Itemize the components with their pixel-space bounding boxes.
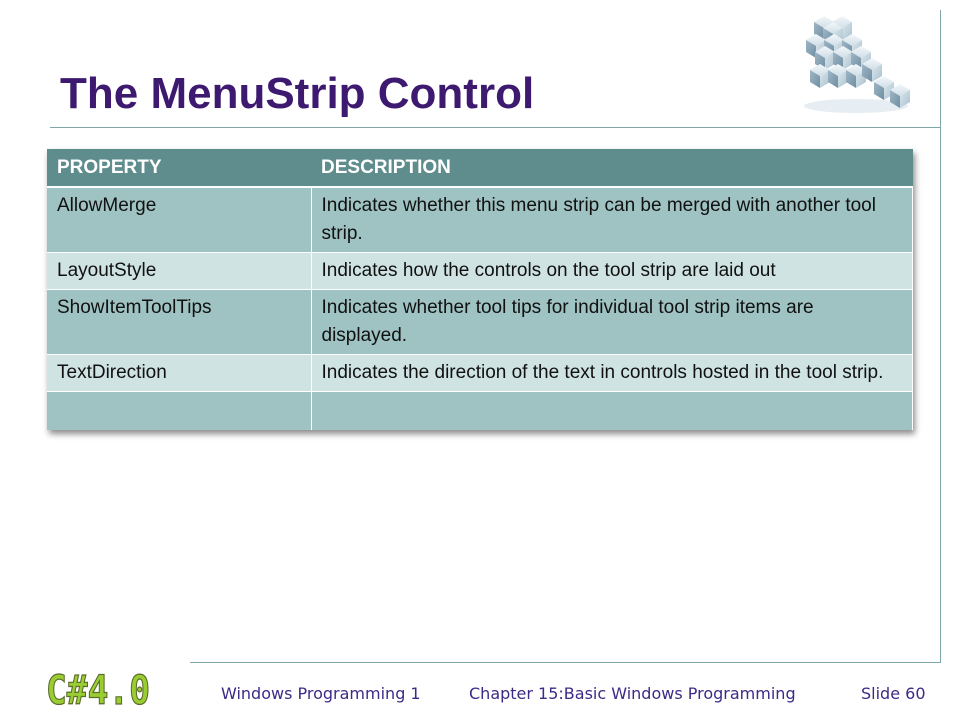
table-row <box>47 355 913 392</box>
description-cell: Indicates the direction of the text in controls hosted in the tool strip. <box>311 355 913 392</box>
description-cell <box>311 392 913 431</box>
table-row-empty <box>47 392 913 431</box>
footer-slide-number: Slide 60 <box>861 684 926 703</box>
header-property: PROPERTY <box>47 149 311 187</box>
slide-title: The MenuStrip Control <box>60 69 535 118</box>
description-cell: Indicates whether tool tips for individual tool strip items are displayed. <box>311 290 913 355</box>
table-row <box>47 253 913 290</box>
csharp-logo <box>44 664 154 714</box>
right-border-line <box>940 10 941 662</box>
footer-course: Windows Programming 1 <box>221 684 421 703</box>
properties-table <box>47 149 913 430</box>
property-cell: LayoutStyle <box>47 253 311 290</box>
properties-table-container <box>47 149 913 430</box>
csharp-logo-text: C#4.0 <box>46 668 150 714</box>
table-row <box>47 187 913 253</box>
property-cell <box>47 392 311 431</box>
description-cell: Indicates how the controls on the tool strip are laid out <box>311 253 913 290</box>
property-cell: ShowItemToolTips <box>47 290 311 355</box>
description-cell: Indicates whether this menu strip can be merged with another tool strip. <box>311 187 913 253</box>
footer-chapter: Chapter 15:Basic Windows Programming <box>469 684 796 703</box>
property-cell: AllowMerge <box>47 187 311 253</box>
table-header-row <box>47 149 913 187</box>
table-row <box>47 290 913 355</box>
header-description: DESCRIPTION <box>311 149 913 187</box>
footer-line <box>190 662 941 663</box>
property-cell: TextDirection <box>47 355 311 392</box>
cubes-logo-icon <box>786 6 916 118</box>
title-underline <box>50 127 941 128</box>
